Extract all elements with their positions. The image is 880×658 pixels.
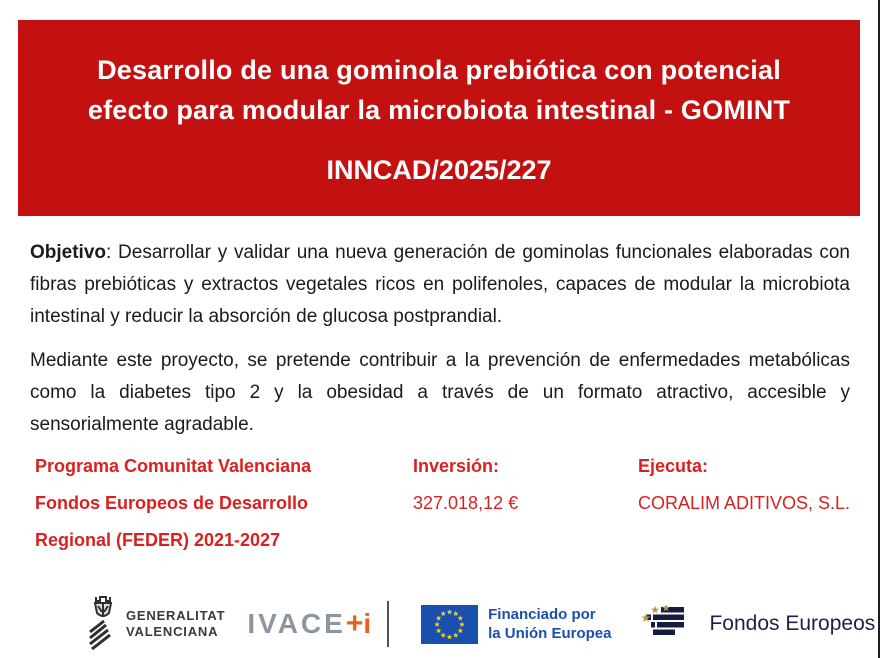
executor-label: Ejecuta: — [638, 456, 709, 476]
investment-column — [413, 448, 593, 559]
funding-info-row — [0, 448, 880, 559]
fondos-flag-icon — [641, 605, 697, 644]
fondos-europeos-logo — [641, 605, 875, 644]
objective-label: Objetivo — [30, 242, 107, 263]
executor-value: CORALIM ADITIVOS, S.L. — [638, 493, 851, 513]
program-line2: Fondos Europeos de Desarrollo — [35, 493, 309, 513]
generalitat-emblem-icon — [88, 594, 118, 655]
project-title — [18, 50, 860, 130]
generalitat-line: GENERALITAT — [126, 608, 226, 623]
eu-funding-label — [488, 605, 611, 643]
ivace-i-mark: i — [363, 608, 372, 639]
ivace-logo — [247, 607, 371, 641]
fondos-europeos-label: Fondos Europeos — [709, 612, 876, 635]
valenciana-line: VALENCIANA — [126, 624, 219, 639]
program-line1: Programa Comunitat Valenciana — [35, 456, 312, 476]
eu-flag-icon — [421, 605, 478, 644]
objective-paragraph — [30, 237, 850, 333]
program-line3: Regional (FEDER) 2021-2027 — [35, 530, 281, 550]
ivace-wordmark: IVACE — [247, 608, 346, 639]
generalitat-valenciana-logo — [88, 594, 225, 655]
project-code: INNCAD/2025/227 — [326, 155, 552, 185]
generalitat-valenciana-label — [126, 608, 225, 640]
title-banner — [18, 20, 860, 216]
body-text — [30, 216, 850, 441]
ivace-plus-icon: + — [345, 607, 364, 640]
project-title-line1: Desarrollo de una gominola prebiótica con potencial — [97, 55, 781, 85]
logo-strip — [0, 594, 880, 654]
eu-funding-line2: la Unión Europea — [488, 625, 612, 642]
investment-value: 327.018,12 € — [413, 493, 519, 513]
logo-divider — [387, 601, 389, 647]
eu-funding-line1: Financiado por — [488, 606, 596, 623]
executor-column — [638, 448, 850, 559]
objective-text: : Desarrollar y validar una nueva generación de gominolas funcionales elaboradas con fibras prebióticas y extractos vegetales ricos en polifenoles, capaces de modular la microbiota intestinal y reducir la absorción de glucosa postprandial. — [30, 242, 850, 327]
program-column — [35, 448, 375, 559]
eu-funding-logo — [421, 605, 611, 644]
project-title-line2: efecto para modular la microbiota intestinal - GOMINT — [87, 95, 791, 125]
impact-paragraph: Mediante este proyecto, se pretende contribuir a la prevención de enfermedades metabólicas como la diabetes tipo 2 y la obesidad a través de un formato atractivo, accesible y sensorialmente agradable. — [30, 350, 850, 435]
investment-label: Inversión: — [413, 456, 500, 476]
